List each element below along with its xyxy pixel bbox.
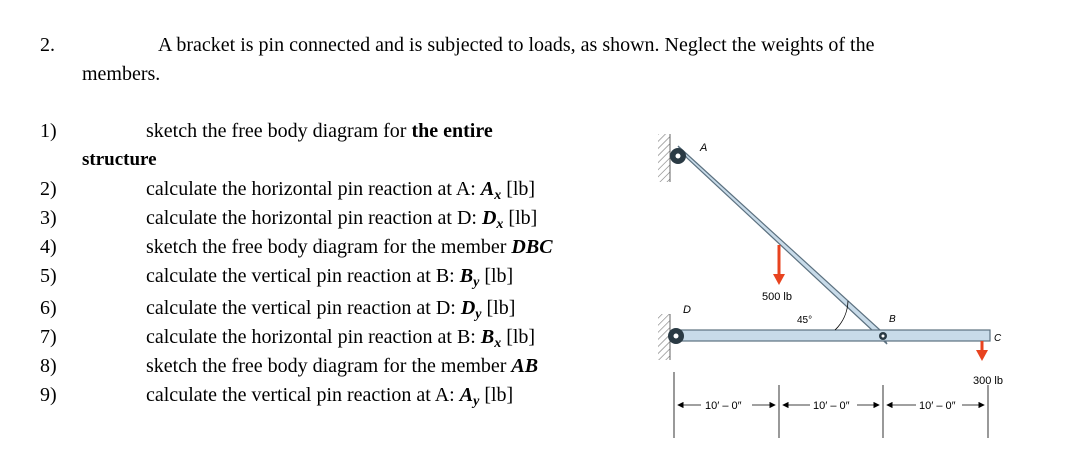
task-7-pre: calculate the horizontal pin reaction at B: — [146, 326, 481, 348]
load-500-label: 500 lb — [762, 291, 792, 303]
wall-support-a — [658, 134, 670, 182]
label-d: D — [683, 304, 691, 316]
task-9-var: A — [459, 384, 474, 406]
task-2-sub: x — [494, 188, 502, 203]
load-500-arrow-head — [773, 274, 785, 285]
task-1-pre: sketch the free body diagram for — [146, 120, 412, 142]
task-8-pre: sketch the free body diagram for the member — [146, 355, 512, 377]
task-2-var: A — [480, 178, 495, 200]
task-1-continuation: structure — [82, 149, 157, 170]
task-3-pre: calculate the horizontal pin reaction at D: — [146, 207, 482, 229]
label-b: B — [889, 314, 896, 325]
task-6-var: D — [460, 297, 476, 319]
task-2-number: 2) — [40, 178, 57, 200]
task-6-number: 6) — [40, 297, 57, 319]
task-5-var: B — [459, 265, 474, 287]
problem-statement-line1: A bracket is pin connected and is subjected to loads, as shown. Neglect the weights of the — [158, 34, 875, 56]
task-4-number: 4) — [40, 236, 57, 258]
label-a: A — [700, 142, 708, 154]
task-3-var: D — [481, 207, 497, 229]
label-c: C — [994, 333, 1002, 344]
task-5-number: 5) — [40, 265, 57, 287]
task-7-unit: [lb] — [501, 326, 536, 348]
dim3-label: 10′ – 0″ — [919, 400, 956, 412]
task-9-sub: y — [473, 394, 480, 409]
task-6-unit: [lb] — [481, 297, 516, 319]
task-3-unit: [lb] — [503, 207, 538, 229]
task-7-sub: x — [494, 336, 502, 351]
member-dbc — [672, 330, 990, 341]
pin-a-center — [676, 154, 681, 159]
problem-number: 2. — [40, 34, 55, 56]
task-1-number: 1) — [40, 120, 57, 142]
member-ab — [678, 146, 887, 344]
task-8-var: AB — [511, 355, 539, 377]
task-5-sub: y — [473, 275, 480, 290]
task-7-var: B — [480, 326, 495, 348]
task-9-pre: calculate the vertical pin reaction at A: — [146, 384, 460, 406]
task-7-number: 7) — [40, 326, 57, 348]
dim2-label: 10′ – 0″ — [813, 400, 850, 412]
task-6-pre: calculate the vertical pin reaction at D: — [146, 297, 461, 319]
problem-statement-line2: members. — [82, 63, 161, 85]
pin-d-center — [674, 334, 679, 339]
task-4-var: DBC — [511, 236, 553, 258]
task-1-bold: the entire — [411, 120, 493, 142]
angle-label: 45° — [797, 315, 813, 326]
load-300-label: 300 lb — [973, 375, 1003, 387]
task-9-unit: [lb] — [479, 384, 514, 406]
task-5-unit: [lb] — [479, 265, 514, 287]
pin-b-center — [882, 335, 885, 338]
task-5-pre: calculate the vertical pin reaction at B: — [146, 265, 460, 287]
task-2-unit: [lb] — [501, 178, 536, 200]
dim1-label: 10′ – 0″ — [705, 400, 742, 412]
task-3-sub: x — [496, 217, 504, 232]
load-300-arrow-head — [976, 350, 988, 361]
task-4-pre: sketch the free body diagram for the member — [146, 236, 512, 258]
task-2-pre: calculate the horizontal pin reaction at A: — [146, 178, 481, 200]
task-6-sub: y — [475, 307, 482, 322]
task-8-number: 8) — [40, 355, 57, 377]
task-9-number: 9) — [40, 384, 57, 406]
task-3-number: 3) — [40, 207, 57, 229]
